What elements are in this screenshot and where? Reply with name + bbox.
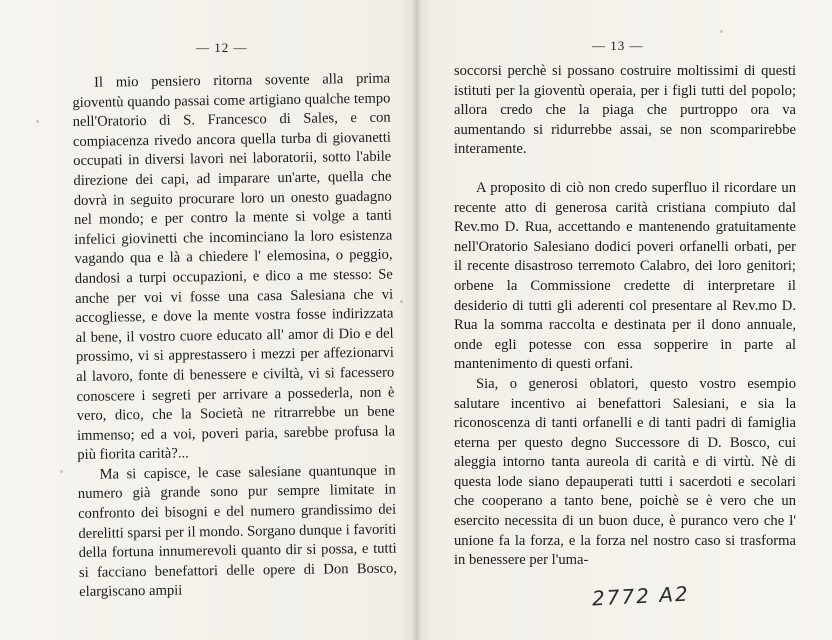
paragraph: Il mio pensiero ritorna sovente alla prima gioventù quando passai come artigiano qualche tempo nell'Oratorio di S. Francesco di Sales, e con compiacenza rivedo ancora quella turba di giovanetti occupati in diversi lavori nei laboratorii, sotto l'abile direzione dei capi, ad imparare un'arte, quella che dovrà in seguito procurare loro un onesto guadagno nel mondo; e per contro la mente si volge a tanti infelici giovinetti che incominciano la loro esistenza vagando qua e là a chiedere l' elemosina, o peggio, dandosi a turpi occupazioni, e dico a me stesso: Se anche per voi vi fosse una casa Salesiana che vi accogliesse, e dove la mente vostra fosse indirizzata al bene, il vostro cuore educato all' amor di Dio e del prossimo, vi si apprestassero i mezzi per affezionarvi al lavoro, fonte di benessere e civiltà, vi si facessero conoscere i segreti per arrivare a possederla, non è vero, dico, che la Società ne ritrarrebbe un bene immenso; ed a voi, poveri paria, sarebbe profusa la più fiorita carità?...	[72, 70, 396, 464]
page-number-right: — 13 —	[592, 38, 644, 53]
paper-speck	[790, 520, 793, 523]
paragraph: Ma si capisce, le case salesiane quantunque in numero già grande sono pur sempre limitate in confronto dei bisogni e del numero grandissimo dei derelitti sparsi per il mondo. Sorgano dunque i favoriti della fortuna innumerevoli quanto dir si possa, e tutti si facciano benefattori delle opere di Don Bosco, elargiscano ampii	[77, 462, 398, 601]
right-page	[422, 0, 832, 640]
paper-speck	[720, 30, 723, 33]
handwritten-note: 2772 A2	[591, 581, 691, 611]
paragraph: Sia, o generosi oblatori, questo vostro esempio salutare incentivo ai benefattori Salesiani, e sia la riconoscenza di tanti orfanelli e di tanti padri di famiglia eterna per questo degno Successore di D. Bosco, cui aleggia intorno tanta aureola di carità e di virtù. Nè di questa lode siano depauperati tutti i sacerdoti e secolari che cooperano a tanto bene, poichè se è vero che un esercito necessita di un buon duce, è puranco vero che l' unione fa la forza, e la forza nel nostro caso si trasforma in benessere per l'uma-	[454, 375, 796, 569]
paper-speck	[400, 300, 403, 303]
page-number-left: — 12 —	[196, 40, 248, 55]
left-page	[0, 0, 412, 640]
book-fold	[412, 0, 422, 640]
right-page-text	[454, 62, 796, 571]
left-page-text	[72, 70, 397, 603]
paragraph: A proposito di ciò non credo superfluo il ricordare un recente atto di generosa carità cristiana compiuto dal Rev.mo D. Rua, accettando e mantenendo gratuitamente nell'Oratorio Salesiano dodici poveri orfanelli orbati, per il recente disastroso terremoto Calabro, dei loro genitori; orbene la Commissione credette di interpretare il desiderio di tutti gli aderenti col presentare al Rev.mo D. Rua la somma raccolta e destinata per il dono annuale, onde egli potesse con essa sopperire in parte al mantenimento di questi orfani.	[454, 179, 796, 373]
paper-speck	[36, 120, 39, 123]
paper-speck	[60, 470, 63, 473]
paragraph: soccorsi perchè si possano costruire moltissimi di questi istituti per la gioventù operaia, per i figli tutti del popolo; allora credo che la piaga che purtroppo ora va aumentando si ridurrebbe assai, se non scomparirebbe interamente.	[454, 63, 796, 158]
